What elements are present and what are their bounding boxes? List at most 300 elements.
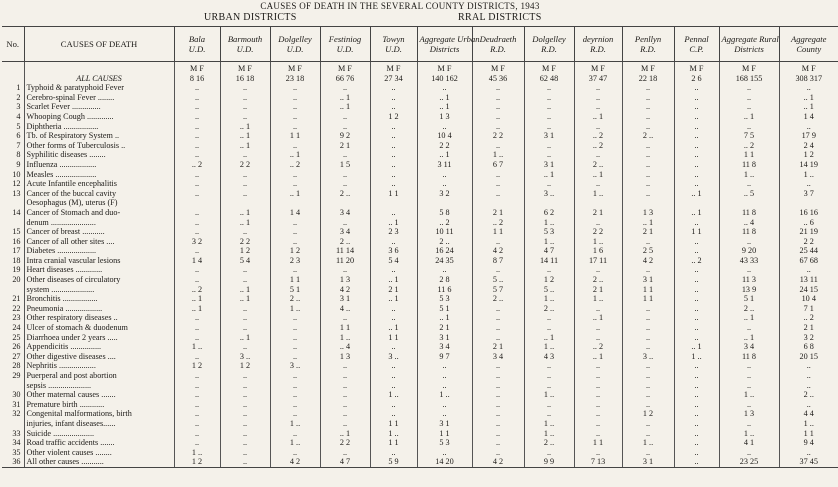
cell-value: 3 4: [417, 342, 472, 352]
cell-value: [622, 198, 674, 208]
district-name: deyrnion: [582, 34, 614, 44]
row-number: 7: [16, 140, 21, 150]
cell-value: ..: [320, 313, 370, 323]
cell-value: 1 ..: [622, 438, 674, 448]
cell-value: [472, 198, 524, 208]
cell-value: 1 4: [779, 112, 838, 122]
cell-value: 3 2: [174, 237, 220, 247]
cell-value: ..: [370, 361, 417, 371]
table-row: [2, 102, 838, 112]
cell-value: 37 45: [779, 457, 838, 467]
cause-label: Other digestive diseases ....: [24, 352, 174, 362]
column-district-11: [674, 27, 719, 62]
cell-value: .. 1: [220, 333, 270, 343]
cell-value: 2 6: [674, 74, 719, 84]
cell-value: 3 1: [622, 275, 674, 285]
cell-value: ..: [174, 83, 220, 93]
cell-value: ..: [674, 361, 719, 371]
cell-value: 1 1: [370, 438, 417, 448]
cell-value: ..: [320, 448, 370, 458]
district-name: Deudraeth: [479, 34, 517, 44]
cell-value: ..: [779, 381, 838, 391]
cell-value: .. 1: [370, 218, 417, 228]
cause-label: Other violent causes ........: [24, 448, 174, 458]
cell-value: ..: [270, 93, 320, 103]
cell-value: 2 ..: [779, 390, 838, 400]
cell-value: 2 2: [220, 160, 270, 170]
cell-value: ..: [472, 429, 524, 439]
cell-value: ..: [674, 448, 719, 458]
cell-value: ..: [174, 275, 220, 285]
row-number: 20: [12, 275, 21, 285]
cell-value: ..: [370, 102, 417, 112]
cell-value: ..: [574, 429, 622, 439]
cell-value: ..: [719, 265, 779, 275]
cell-value: 1 ..: [779, 419, 838, 429]
cell-value: 140 162: [417, 74, 472, 84]
cell-value: ..: [417, 170, 472, 180]
cell-value: ..: [174, 313, 220, 323]
row-number: 12: [12, 179, 21, 189]
cell-value: ..: [622, 102, 674, 112]
cell-value: 20 15: [779, 352, 838, 362]
cell-value: ..: [472, 390, 524, 400]
cell-value: 2 2: [779, 237, 838, 247]
cell-value: ..: [270, 102, 320, 112]
table-body: [2, 62, 838, 468]
row-number: 5: [16, 121, 21, 131]
cell-value: ..: [174, 352, 220, 362]
cell-value: ..: [574, 361, 622, 371]
cell-value: .. 1: [524, 170, 574, 180]
cause-label: Whooping Cough .............: [24, 112, 174, 122]
cell-value: ..: [472, 409, 524, 419]
cell-value: ..: [719, 93, 779, 103]
cell-value: ..: [779, 122, 838, 132]
cell-value: 23 25: [719, 457, 779, 467]
cell-value: 1 ..: [472, 150, 524, 160]
cell-value: 14 19: [779, 160, 838, 170]
cell-value: ..: [524, 83, 574, 93]
cell-value: 1 ..: [270, 304, 320, 314]
cell-value: ..: [220, 275, 270, 285]
table-row: [2, 208, 838, 218]
cell-value: ..: [370, 170, 417, 180]
cell-value: .. 2: [270, 160, 320, 170]
row-number: 29: [12, 371, 21, 380]
cell-value: [270, 198, 320, 208]
cell-value: 2 2: [220, 237, 270, 247]
cell-value: .. 1: [719, 333, 779, 343]
cell-value: ..: [524, 102, 574, 112]
cell-value: 1 4: [270, 208, 320, 218]
cell-value: ..: [524, 400, 574, 410]
cell-value: 5 9: [370, 457, 417, 467]
table-row: [2, 83, 838, 93]
cell-value: [779, 198, 838, 208]
cell-value: ..: [472, 371, 524, 381]
cell-value: .. 1: [220, 122, 270, 132]
cell-value: ..: [622, 112, 674, 122]
district-type: U.D.: [385, 44, 402, 54]
table-row: [2, 93, 838, 103]
cell-value: ..: [574, 323, 622, 333]
cell-value: .. 1: [574, 313, 622, 323]
cell-value: ..: [220, 102, 270, 112]
cell-value: 7 1: [779, 304, 838, 314]
district-type: U.D.: [336, 44, 354, 54]
row-number: 21: [12, 294, 21, 304]
cell-value: ..: [779, 361, 838, 371]
cell-value: .. 2: [719, 141, 779, 151]
cell-value: .. 1: [719, 313, 779, 323]
cell-value: ..: [417, 265, 472, 275]
cell-value: 4 2: [320, 285, 370, 295]
cell-value: ..: [472, 179, 524, 189]
cell-value: 11 3: [719, 275, 779, 285]
cell-value: ..: [779, 371, 838, 381]
cell-value: .. 1: [320, 93, 370, 103]
cell-value: 3 4: [320, 227, 370, 237]
cell-value: 2 2: [574, 227, 622, 237]
table-row: [2, 179, 838, 189]
cell-value: .. 1: [220, 141, 270, 151]
cell-value: ..: [417, 179, 472, 189]
cell-value: 3 6: [370, 246, 417, 256]
cell-value: 2 ..: [270, 294, 320, 304]
row-number: 23: [12, 313, 21, 323]
cell-value: ..: [270, 400, 320, 410]
cell-value: 9 4: [779, 438, 838, 448]
cell-value: ..: [719, 179, 779, 189]
cell-value: 1 1: [472, 227, 524, 237]
cell-value: 6 7: [472, 160, 524, 170]
cell-value: ..: [370, 150, 417, 160]
cell-value: ..: [472, 419, 524, 429]
cell-value: ..: [779, 265, 838, 275]
cell-value: ..: [574, 218, 622, 228]
cell-value: 45 36: [472, 74, 524, 84]
mf-row: [2, 62, 838, 74]
cell-value: ..: [472, 237, 524, 247]
row-number: 16: [12, 236, 21, 246]
cell-value: [719, 198, 779, 208]
cell-value: ..: [574, 122, 622, 132]
mf-label: M F: [674, 62, 719, 74]
cell-value: ..: [472, 93, 524, 103]
cell-value: 1 ..: [320, 333, 370, 343]
cell-value: 5 3: [417, 438, 472, 448]
cell-value: .. 1: [574, 352, 622, 362]
cell-value: 13 9: [719, 285, 779, 295]
cause-label: Tb. of Respiratory System ..: [24, 131, 174, 141]
cell-value: ..: [719, 381, 779, 391]
cell-value: 1 ..: [574, 294, 622, 304]
cell-value: ..: [417, 381, 472, 391]
cell-value: [320, 198, 370, 208]
cell-value: ..: [370, 409, 417, 419]
cell-value: 1 ..: [270, 438, 320, 448]
cell-value: ..: [674, 333, 719, 343]
cell-value: ..: [174, 419, 220, 429]
cell-value: ..: [417, 448, 472, 458]
cell-value: 1 ..: [370, 390, 417, 400]
column-district-13: [779, 27, 838, 62]
column-district-6: [417, 27, 480, 62]
cell-value: ..: [674, 294, 719, 304]
cell-value: [370, 198, 417, 208]
cell-value: ..: [174, 218, 220, 228]
cell-value: 1 2: [220, 361, 270, 371]
cell-value: 11 14: [320, 246, 370, 256]
row-number: 9: [16, 159, 21, 169]
cause-label: system .....................: [24, 285, 174, 295]
cell-value: ..: [719, 83, 779, 93]
cell-value: 25 44: [779, 246, 838, 256]
district-name: Dolgelley: [532, 34, 566, 44]
cell-value: 1 1: [574, 438, 622, 448]
table-row: [2, 227, 838, 237]
cell-value: ..: [472, 361, 524, 371]
cell-value: ..: [674, 419, 719, 429]
cause-label: Cancer of all other sites ....: [24, 237, 174, 247]
cell-value: 1 6: [574, 246, 622, 256]
row-number: 35: [12, 447, 21, 457]
cell-value: 1 1: [370, 189, 417, 199]
cell-value: ..: [220, 419, 270, 429]
cell-value: ..: [472, 448, 524, 458]
cell-value: 2 1: [622, 227, 674, 237]
cell-value: 4 1: [719, 438, 779, 448]
cell-value: 11 20: [320, 256, 370, 266]
row-number: 26: [12, 342, 21, 352]
cell-value: .. 2: [417, 218, 472, 228]
column-district-1: [174, 27, 220, 62]
cell-value: ..: [674, 179, 719, 189]
table-row: [2, 275, 838, 285]
cell-value: .. 1: [524, 333, 574, 343]
table-row: [2, 333, 838, 343]
cell-value: ..: [320, 150, 370, 160]
table-row: [2, 198, 838, 208]
mf-label: M F: [719, 62, 779, 74]
table-row: [2, 371, 838, 381]
cell-value: ..: [674, 83, 719, 93]
cell-value: 24 35: [417, 256, 472, 266]
cell-value: ..: [472, 112, 524, 122]
cell-value: 1 ..: [417, 390, 472, 400]
cell-value: ..: [220, 93, 270, 103]
cell-value: 3 1: [524, 160, 574, 170]
cell-value: 2 ..: [320, 189, 370, 199]
cell-value: 1 2: [524, 275, 574, 285]
cell-value: 1 ..: [719, 390, 779, 400]
table-row: [2, 381, 838, 391]
cell-value: ..: [472, 141, 524, 151]
cell-value: 23 18: [270, 74, 320, 84]
cell-value: ..: [472, 400, 524, 410]
cell-value: 2 5: [622, 246, 674, 256]
cell-value: ..: [674, 400, 719, 410]
cause-label: ALL CAUSES: [24, 74, 174, 84]
cell-value: 1 3: [320, 275, 370, 285]
cause-label: Congenital malformations, birth: [24, 409, 174, 419]
cell-value: .. 1: [779, 102, 838, 112]
cell-value: 11 8: [719, 352, 779, 362]
cell-value: 3 ..: [622, 352, 674, 362]
cell-value: ..: [524, 93, 574, 103]
cell-value: ..: [220, 323, 270, 333]
table-row: [2, 457, 838, 467]
cell-value: ..: [320, 218, 370, 228]
cell-value: ..: [174, 122, 220, 132]
cell-value: ..: [370, 371, 417, 381]
cell-value: ..: [622, 371, 674, 381]
table-row: [2, 313, 838, 323]
row-number: 25: [12, 332, 21, 342]
urban-districts-label: URBAN DISTRICTS: [204, 12, 297, 23]
cell-value: ..: [174, 323, 220, 333]
cell-value: ..: [524, 122, 574, 132]
district-type: R.D.: [640, 44, 656, 54]
row-number: [2, 198, 24, 208]
cell-value: ..: [174, 150, 220, 160]
cause-label: Syphilitic diseases ........: [24, 150, 174, 160]
cell-value: 1 ..: [719, 170, 779, 180]
cell-value: 3 11: [417, 160, 472, 170]
cell-value: ..: [220, 227, 270, 237]
cell-value: ..: [220, 150, 270, 160]
row-number: 33: [12, 428, 21, 438]
cell-value: ..: [320, 83, 370, 93]
cell-value: ..: [779, 179, 838, 189]
cell-value: ..: [270, 448, 320, 458]
column-district-12: [719, 27, 779, 62]
cell-value: 10 11: [417, 227, 472, 237]
cell-value: ..: [174, 227, 220, 237]
cell-value: .. 1: [370, 294, 417, 304]
table-row: [2, 265, 838, 275]
cell-value: ..: [719, 400, 779, 410]
cell-value: ..: [674, 313, 719, 323]
district-type: County: [796, 44, 822, 54]
cell-value: 10 4: [417, 131, 472, 141]
cell-value: 11 6: [417, 285, 472, 295]
cell-value: ..: [524, 448, 574, 458]
cell-value: ..: [524, 150, 574, 160]
cell-value: ..: [370, 131, 417, 141]
table-row: [2, 323, 838, 333]
cell-value: 2 3: [270, 256, 320, 266]
cause-label: Appendicitis ...............: [24, 342, 174, 352]
cell-value: ..: [674, 131, 719, 141]
cell-value: ..: [174, 170, 220, 180]
mf-label: M F: [622, 62, 674, 74]
cell-value: .. 2: [472, 218, 524, 228]
cell-value: ..: [174, 208, 220, 218]
cell-value: .. 1: [574, 170, 622, 180]
cell-value: .. 1: [779, 93, 838, 103]
column-cause: CAUSES OF DEATH: [24, 27, 174, 62]
cell-value: 1 ..: [524, 342, 574, 352]
cell-value: 2 1: [370, 285, 417, 295]
cause-label: Typhoid & paratyphoid Fever: [24, 83, 174, 93]
table-row: [2, 352, 838, 362]
cell-value: ..: [622, 304, 674, 314]
cell-value: 4 7: [320, 457, 370, 467]
row-number: 19: [12, 265, 21, 275]
cell-value: 2 8: [417, 275, 472, 285]
cell-value: ..: [320, 419, 370, 429]
district-name: Penllyn: [634, 34, 662, 44]
cell-value: ..: [370, 381, 417, 391]
row-number: 27: [12, 351, 21, 361]
cell-value: ..: [524, 112, 574, 122]
table-row: [2, 112, 838, 122]
row-number: 30: [12, 390, 21, 400]
cell-value: ..: [270, 265, 320, 275]
table-row: [2, 189, 838, 199]
cell-value: ..: [174, 400, 220, 410]
row-number: 13: [12, 188, 21, 198]
cell-value: 2 1: [417, 323, 472, 333]
cell-value: ..: [174, 112, 220, 122]
cell-value: ..: [370, 141, 417, 151]
cell-value: ..: [220, 381, 270, 391]
cause-label: Puerperal and post abortion: [24, 371, 174, 381]
cell-value: ..: [174, 93, 220, 103]
cell-value: ..: [220, 429, 270, 439]
cell-value: ..: [220, 438, 270, 448]
cell-value: ..: [574, 102, 622, 112]
cell-value: 66 76: [320, 74, 370, 84]
cell-value: ..: [719, 448, 779, 458]
cell-value: ..: [370, 313, 417, 323]
cell-value: 1 1: [370, 419, 417, 429]
cell-value: ..: [174, 409, 220, 419]
table-row: [2, 160, 838, 170]
cell-value: 1 2: [174, 457, 220, 467]
cell-value: ..: [320, 179, 370, 189]
cell-value: ..: [174, 179, 220, 189]
cell-value: ..: [270, 179, 320, 189]
mf-label: M F: [472, 62, 524, 74]
cell-value: 1 3: [719, 409, 779, 419]
cell-value: 10 4: [779, 294, 838, 304]
cell-value: ..: [674, 275, 719, 285]
cell-value: ..: [174, 381, 220, 391]
cell-value: ..: [370, 304, 417, 314]
cell-value: ..: [320, 409, 370, 419]
cell-value: 16 24: [417, 246, 472, 256]
row-number: [2, 381, 24, 391]
causes-of-death-table: [2, 26, 838, 468]
cell-value: [174, 198, 220, 208]
cell-value: ..: [719, 102, 779, 112]
cell-value: ..: [472, 83, 524, 93]
cell-value: ..: [174, 131, 220, 141]
cell-value: ..: [472, 323, 524, 333]
column-district-7: [472, 27, 524, 62]
cell-value: ..: [472, 381, 524, 391]
cell-value: .. 1: [220, 294, 270, 304]
cause-label: Bronchitis .................: [24, 294, 174, 304]
cell-value: 2 ..: [719, 304, 779, 314]
cell-value: ..: [270, 390, 320, 400]
cell-value: ..: [220, 457, 270, 467]
cause-label: Ulcer of stomach & duodenum: [24, 323, 174, 333]
cell-value: 1 2: [622, 409, 674, 419]
